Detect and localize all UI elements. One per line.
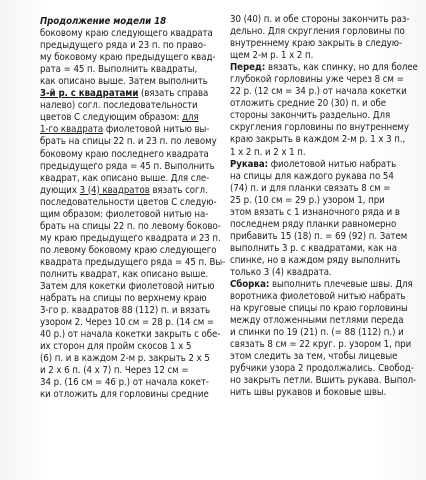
- text-line: предыдущего ряда = 45 п. Выполнить: [40, 160, 215, 172]
- next-squares-label: 3 (4) квадратов: [79, 184, 150, 196]
- text-line: 3-й р. с квадратами (вязать справа: [40, 88, 209, 100]
- text-line: между отложенными петлями переда: [230, 315, 404, 327]
- text-line: му краю предыдущего квадрата и 23 п.: [40, 232, 221, 244]
- text-line: боковому краю последнего квадрата: [40, 148, 209, 160]
- text-line: рата = 45 п. Выполнить квадраты,: [40, 64, 198, 76]
- text-line: набрать на спицы по верхнему краю: [40, 293, 207, 305]
- text-line: прибавить 15 (18) п. = 69 (92) п. Затем: [230, 230, 408, 242]
- text-line: и 2 х 6 п. (4 х 7) п. Через 12 см =: [40, 365, 189, 377]
- first-square-label: 1-го квадрата: [40, 124, 104, 136]
- text-line: последовательности цветов С следую-: [40, 196, 217, 208]
- text-line: 30 (40) п. и обе стороны закончить раз-: [230, 14, 410, 25]
- text-line: Перед: вязать, как спинку, но для более: [230, 62, 418, 74]
- text-line: связать 8 см = 22 круг. р. узором 1, при: [230, 339, 412, 351]
- text-line: цветов С следующим образом: для: [40, 112, 199, 124]
- text-line: 3-го р. квадратов 88 (112) п. и вязать: [40, 305, 211, 317]
- text-line: воротника фиолетовой нитью набрать: [230, 291, 406, 303]
- front-label: Перед:: [230, 62, 266, 74]
- text-line: краю закрыть в каждом 2-м р. 1 х 3 п.,: [230, 134, 406, 146]
- sleeves-label: Рукава:: [230, 158, 269, 170]
- text-line: 25 р. (10 см = 29 р.) узором 1, при: [230, 194, 385, 206]
- text-line: предыдущего ряда и 23 п. по право-: [40, 40, 207, 52]
- text-line: 22 р. (12 см = 34 р.) от начала кокетки: [230, 86, 407, 98]
- text-line: 1 х 2 п. и 2 х 1 п.: [230, 146, 306, 158]
- text-line: щем 2-м р. 1 х 2 п.: [230, 50, 314, 62]
- text-line: отложить средние 20 (30) п. и обе: [230, 98, 387, 110]
- left-column: [40, 16, 226, 402]
- text-line: только 3 (4) квадрата.: [230, 266, 332, 278]
- text-line: выполнить 3 р. с квадратами, как на: [230, 242, 398, 254]
- text-line: на спицы для каждого рукава по 54: [230, 170, 394, 182]
- text-line: Рукава: фиолетовой нитью набрать: [230, 158, 397, 170]
- text-line: внутреннему краю закрыть в следую-: [230, 38, 403, 50]
- section-heading: Продолжение модели 18: [40, 16, 167, 27]
- text-line: 34 р. (16 см = 46 р.) от начала кокет-: [40, 377, 209, 389]
- text-line: рубчики узора 2 продолжались. Свобод-: [230, 363, 414, 375]
- text-line: брать на спицы 22 п. и 23 п. по левому: [40, 136, 217, 148]
- text-line: Сборка: выполнить плечевые швы. Для: [230, 279, 413, 291]
- text-line: щим образом: фиолетовой нитью на-: [40, 208, 209, 220]
- text-line: стороны закончить раздельно. Для: [230, 110, 391, 122]
- text-line: узором 2. Через 10 см = 28 р. (14 см =: [40, 317, 215, 329]
- assembly-label: Сборка:: [230, 279, 270, 291]
- text-line: последнем ряду планки равномерно: [230, 218, 397, 230]
- text-line: на круговые спицы по краю горловины: [230, 303, 408, 315]
- text-line: но закрыть петли. Вшить рукава. Выпол-: [230, 375, 417, 387]
- right-column: [230, 14, 418, 400]
- text-line: их сторон для пройм скосов 1 х 5: [40, 341, 192, 353]
- text-line: (6) п. и в каждом 2-м р. закрыть 2 х 5: [40, 353, 210, 365]
- text-line: дельно. Для скругления горловины по: [230, 26, 405, 38]
- text-line: Затем для кокетки фиолетовой нитью: [40, 281, 215, 293]
- text-line: этом следить за тем, чтобы лицевые: [230, 351, 398, 363]
- text-line: глубокой горловины уже через 8 см =: [230, 74, 404, 86]
- text-line: налево) согл. последовательности: [40, 100, 198, 112]
- text-line: по левому боковому краю следующего: [40, 244, 217, 256]
- text-line: квадрата предыдущего ряда = 45 п. Вы-: [40, 256, 226, 268]
- text-line: нить швы рукавов и боковые швы.: [230, 387, 387, 399]
- text-line: и спинки по 19 (21) п. (= 88 (112) п.) и: [230, 327, 404, 339]
- text-line: квадрат, как описано выше. Для сле-: [40, 172, 210, 184]
- text-line: му боковому краю предыдущего квад-: [40, 52, 216, 64]
- text-line: 1-го квадрата фиолетовой нитью вы-: [40, 124, 210, 136]
- text-line: спинке, но в каждом ряду выполнить: [230, 254, 401, 266]
- text-line: как описано выше. Затем выполнить: [40, 76, 208, 88]
- text-line: брать на спицы 22 п. по левому боково-: [40, 220, 221, 232]
- text-line: полнить квадрат, как описано выше.: [40, 268, 209, 280]
- row-3-label: 3-й р. с квадратами: [40, 88, 139, 100]
- text-line: (74) п. и для планки связать 8 см =: [230, 182, 391, 194]
- text-line: ки отложить для горловины средние: [40, 389, 209, 401]
- text-line: этом вязать с 1 изнаночного ряда и в: [230, 206, 400, 218]
- text-line: скругления горловины по внутреннему: [230, 122, 409, 134]
- text-line: боковому краю следующего квадрата: [40, 28, 213, 40]
- text-line: 40 р.) от начала кокетки закрыть с обе-: [40, 329, 221, 341]
- text-line: дующих 3 (4) квадратов вязать согл.: [40, 184, 208, 196]
